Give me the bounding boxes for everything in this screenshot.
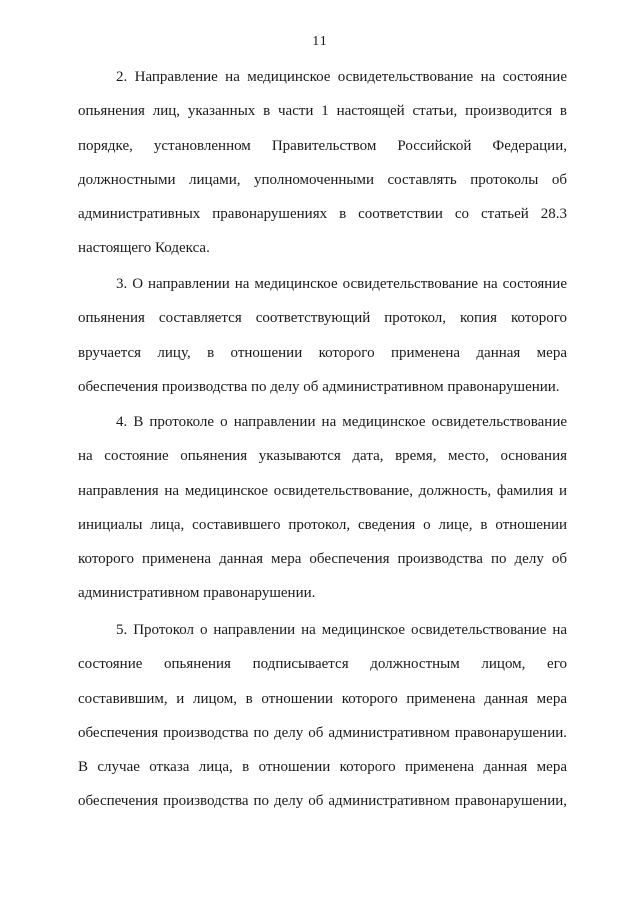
paragraph-line: вручается лицу, в отношении которого применена данная мера — [78, 344, 567, 361]
paragraph-line: которого применена данная мера обеспечения производства по делу об — [78, 551, 567, 568]
paragraph-line: обеспечения производства по делу об административном правонарушении. — [78, 724, 567, 741]
paragraph-line: 3. О направлении на медицинское освидетельствование на состояние — [116, 276, 567, 292]
paragraph-line: административном правонарушении. — [78, 585, 316, 602]
paragraph-5 — [78, 613, 567, 819]
paragraph-4 — [78, 405, 567, 611]
paragraph-line: должностными лицами, уполномоченными составлять протоколы об — [78, 171, 567, 188]
paragraph-line: 2. Направление на медицинское освидетельствование на состояние — [116, 69, 567, 85]
paragraph-3 — [78, 267, 567, 404]
paragraph-line: инициалы лица, составившего протокол, сведения о лице, в отношении — [78, 516, 567, 533]
paragraph-line: административных правонарушениях в соответствии со статьей 28.3 — [78, 206, 567, 223]
paragraph-text — [78, 267, 567, 404]
paragraph-line: опьянения составляется соответствующий протокол, копия которого — [78, 310, 567, 327]
paragraph-text — [78, 60, 567, 266]
paragraph-line: направления на медицинское освидетельствование, должность, фамилия и — [78, 482, 567, 499]
paragraph-line: обеспечения производства по делу об административном правонарушении. — [78, 378, 560, 395]
paragraph-line: обеспечения производства по делу об административном правонарушении, — [78, 793, 567, 810]
paragraph-line: на состояние опьянения указываются дата, время, место, основания — [78, 448, 567, 465]
paragraph-line: опьянения лиц, указанных в части 1 настоящей статьи, производится в — [78, 103, 567, 120]
paragraph-line: составившим, и лицом, в отношении которого применена данная мера — [78, 690, 567, 707]
paragraph-line: 5. Протокол о направлении на медицинское освидетельствование на — [116, 622, 567, 638]
paragraph-text — [78, 405, 567, 611]
paragraph-line: порядке, установленном Правительством Российской Федерации, — [78, 137, 567, 154]
paragraph-line: В случае отказа лица, в отношении которого применена данная мера — [78, 759, 567, 776]
page-number: 11 — [312, 34, 328, 49]
paragraph-line: настоящего Кодекса. — [78, 240, 210, 257]
paragraph-text — [78, 613, 567, 819]
paragraph-2 — [78, 60, 567, 266]
paragraph-line: состояние опьянения подписывается должностным лицом, его — [78, 656, 567, 673]
paragraph-line: 4. В протоколе о направлении на медицинское освидетельствование — [116, 414, 567, 430]
